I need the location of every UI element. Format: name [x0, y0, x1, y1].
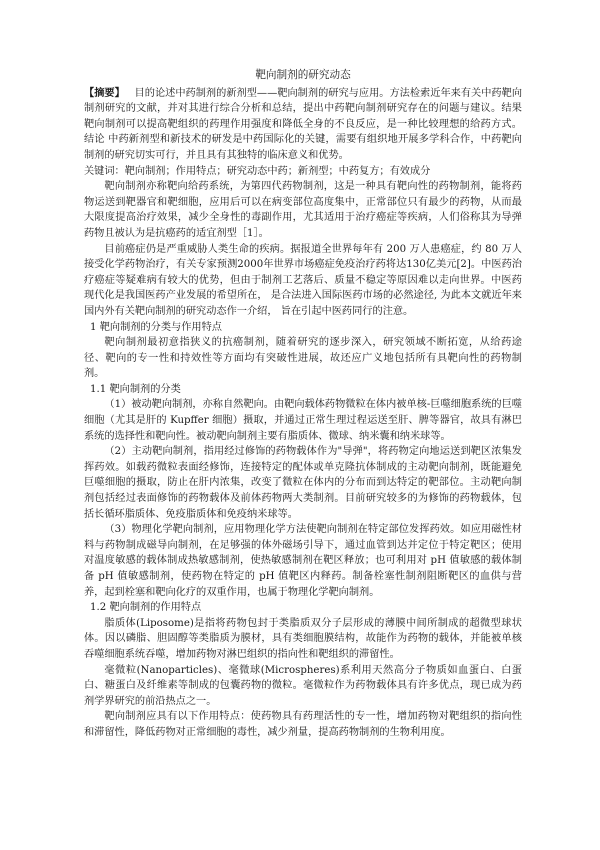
abstract-text: 目的论述中药制剂的新剂型——靶向制剂的研究与应用。方法检索近年来有关中药靶向制剂研究的文献，并对其进行综合分析和总结，提出中药靶向制剂研究存在的问题与建议。结果靶向制剂可以提高靶组织的药理作用强度和降低全身的不良反应，是一种比较理想的给药方式。 结论 中药新剂型和新技术的研发是中药国际化的关键，需要有组织地开展多学科合作，中药靶向制剂的研究切实可行，并且具有其独特的临床意义和优势。	[84, 87, 523, 161]
intro-paragraph-2: 目前癌症仍是严重威胁人类生命的疾病。据报道全世界每年有 200 万人患癌症，约 80 万人接受化学药物治疗，有关专家预测2000年世界市场癌症免疫治疗药将达130亿美元[2]。中医药治疗癌症等疑难病有较大的优势，但由于制剂工艺落后、质量不稳定等原因难以走向世界。中医药现代化是我国医药产业发展的希望所在， 是合法进入国际医药市场的必然途径, 为此本文就近年来国内外有关靶向制剂的研究动态作一介绍， 旨在引起中医药同行的注意。	[84, 243, 522, 317]
section-1-1-heading: 1.1 靶向制剂的分类	[90, 383, 181, 395]
section-1-2-paragraph-3: 靶向制剂应具有以下作用特点：使药物具有药理活性的专一性，增加药物对靶组织的指向性和滞留性，降低药物对正常细胞的毒性，减少剂量，提高药物制剂的生物利用度。	[84, 711, 522, 738]
section-1-2-paragraph-2: 毫微粒(Nanoparticles)、毫微球(Microspheres)系利用天然高分子物质如血蛋白、白蛋白、糖蛋白及纤维素等制成的包囊药物的微粒。毫微粒作为药物载体具有许多优点，现已成为药剂学界研究的前沿热点之一。	[84, 664, 522, 707]
section-1-2-paragraph-1: 脂质体(Liposome)是指将药物包封于类脂质双分子层形成的薄膜中间所制成的超微型球状体。因以磷脂、胆固醇等类脂质为膜材，具有类细胞膜结构，故能作为药物的载体，并能被单核吞噬细胞系统吞噬，增加药物对淋巴组织的指向性和靶组织的滞留性。	[84, 617, 522, 660]
section-1-heading: 1 靶向制剂的分类与作用特点	[90, 321, 222, 333]
intro-paragraph-1: 靶向制剂亦称靶向给药系统，为第四代药物制剂，这是一种具有靶向性的药物制剂，能将药物运送到靶器官和靶细胞，应用后可以在病变部位高度集中，正常部位只有最少的药物，从而最大限度提高治疗效果，减少全身性的毒副作用，尤其适用于治疗癌症等疾病，人们俗称其为导弹药物且被认为是抗癌药的适宜剂型［1］。	[84, 181, 522, 239]
section-1-1-item-1: （1）被动靶向制剂，亦称自然靶向。由靶向载体药物微粒在体内被单核-巨噬细胞系统的巨噬细胞（尤其是肝的 Kupffer 细胞）摄取，并通过正常生理过程运送至肝、脾等器官，故具有淋巴系统的选择性和靶向性。被动靶向制剂主要有脂质体、微球、纳米囊和纳米球等。	[84, 399, 522, 442]
section-1-2-heading: 1.2 靶向制剂的作用特点	[90, 602, 202, 614]
section-1-1-item-3: （3）物理化学靶向制剂，应用物理化学方法使靶向制剂在特定部位发挥药效。如应用磁性材料与药物制成磁导向制剂，在足够强的体外磁场引导下，通过血管到达并定位于特定靶区；使用对温度敏感的载体制成热敏感制剂，使热敏感制剂在靶区释放；也可利用对 pH 值敏感的载体制备 pH 值敏感制剂，使药物在特定的 pH 值靶区内释药。制备栓塞性制剂阻断靶区的血供与营养，起到栓塞和靶向化疗的双重作用，也属于物理化学靶向制剂。	[84, 524, 522, 598]
keywords: 关键词：靶向制剂；作用特点；研究动态中药；新剂型；中药复方；有效成分	[84, 165, 431, 177]
section-1-1-item-2: （2）主动靶向制剂，指用经过修饰的药物载体作为"导弹"，将药物定向地运送到靶区浓集发挥药效。如载药微粒表面经修饰，连接特定的配体或单克隆抗体制成的主动靶向制剂，既能避免巨噬细胞的摄取，防止在肝内浓集，改变了微粒在体内的分布而到达特定的靶部位。主动靶向制剂包括经过表面修饰的药物载体及前体药物两大类制剂。目前研究较多的为修饰的药物载体，包括长循环脂质体、免疫脂质体和免疫纳米球等。	[84, 446, 522, 520]
section-1-intro: 靶向制剂最初意指狭义的抗癌制剂，随着研究的逐步深入，研究领域不断拓宽，从给药途径、靶向的专一性和持效性等方面均有突破性进展，故还应广义地包括所有具靶向性的药物制剂。	[84, 337, 522, 380]
document-title: 靶向制剂的研究动态	[255, 69, 351, 81]
abstract-label: 【摘要】	[84, 86, 125, 99]
abstract	[84, 86, 522, 164]
